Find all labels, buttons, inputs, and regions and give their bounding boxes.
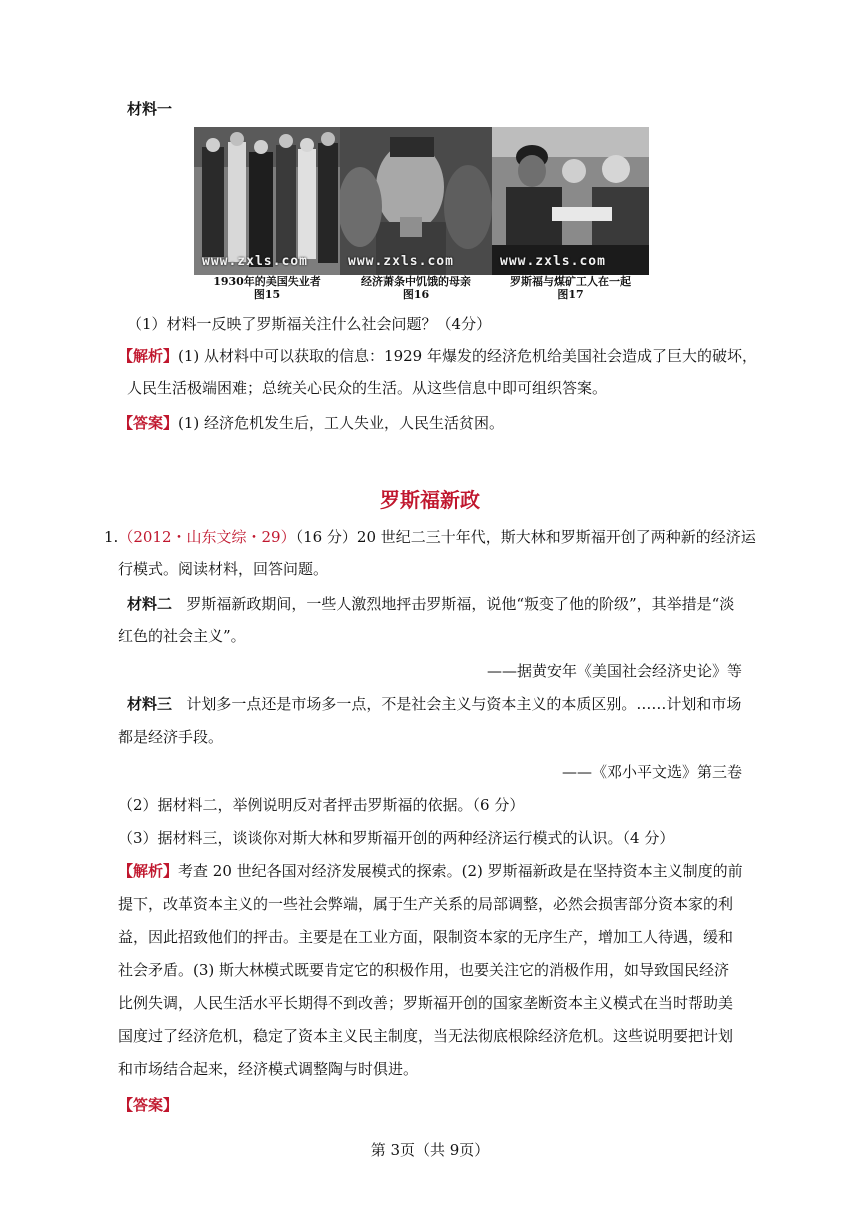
sub-question-3: （3）据材料三，谈谈你对斯大林和罗斯福开创的两种经济运行模式的认识。（4 分）: [118, 829, 675, 847]
analysis-tag-2: 【解析】: [118, 862, 179, 880]
analysis-2-line-5: 比例失调，人民生活水平长期得不到改善；罗斯福开创的国家垄断资本主义模式在当时帮助美: [118, 994, 734, 1012]
photo-unemployed-image: [194, 127, 340, 275]
material-one-label: 材料一: [127, 100, 173, 118]
caption-text-15: 1930年的美国失业者: [213, 275, 321, 288]
fig-number-15: 图15: [253, 288, 281, 301]
analysis-2-line-7: 和市场结合起来，经济模式调整陶与时俱进。: [118, 1060, 419, 1078]
photo-roosevelt-miners: [492, 127, 649, 275]
material-three-label: 材料三: [127, 695, 173, 713]
material-three-line-2: 都是经济手段。: [118, 728, 224, 746]
analysis-line-2: 人民生活极端困难；总统关心民众的生活。从这些信息中即可组织答案。: [127, 379, 608, 397]
analysis-2-line-1: 考查 20 世纪各国对经济发展模式的探索。(2) 罗斯福新政是在坚持资本主义制度的前: [178, 862, 743, 880]
fig-number-17: 图17: [557, 288, 584, 301]
material-two-citation: ——据黄安年《美国社会经济史论》等: [486, 662, 742, 680]
analysis-tag: 【解析】: [118, 347, 179, 365]
material-two: [127, 594, 734, 614]
caption-text-17: 罗斯福与煤矿工人在一起: [510, 275, 631, 288]
analysis-2-line-6: 国度过了经济危机，稳定了资本主义民主制度，当无法彻底根除经济危机。这些说明要把计划: [118, 1027, 734, 1045]
question-1-text: （1）材料一反映了罗斯福关注什么社会问题？（4分）: [127, 315, 492, 333]
caption-figure-15: [194, 275, 340, 301]
analysis-block: [118, 861, 743, 881]
photo-roosevelt-image: [492, 127, 649, 275]
material-two-line-2: 红色的社会主义”。: [118, 627, 246, 645]
question-1-header: [104, 527, 756, 547]
analysis-2-line-3: 益，因此招致他们的抨击。主要是在工业方面，限制资本家的无序生产，增加工人待遇，缓和: [118, 928, 734, 946]
watermark-figure-16: www.zxls.com: [348, 254, 454, 269]
caption-figure-17: [492, 275, 649, 301]
answer-text: (1) 经济危机发生后，工人失业，人民生活贫困。: [178, 414, 505, 432]
fig-number-16: 图16: [402, 288, 430, 301]
photo-mother-image: [340, 127, 492, 275]
analysis-line-1: (1) 从材料中可以获取的信息：1929 年爆发的经济危机给美国社会造成了巨大的破坏，: [178, 347, 757, 365]
caption-figure-16: [340, 275, 492, 301]
question-source: （2012・山东文综・29）: [118, 528, 296, 546]
analysis-2-line-4: 社会矛盾。(3) 斯大林模式既要肯定它的积极作用，也要关注它的消极作用，如导致国民经济: [118, 961, 730, 979]
analysis-block-top: [118, 346, 757, 366]
page-footer: 第 3页（共 9页）: [370, 1141, 490, 1159]
caption-text-16: 经济萧条中饥饿的母亲: [361, 275, 471, 288]
question-number: 1.: [104, 528, 119, 546]
section-title: 罗斯福新政: [380, 488, 480, 512]
analysis-2-line-2: 提下，改革资本主义的一些社会弊端，属于生产关系的局部调整，必然会损害部分资本家的利: [118, 895, 734, 913]
material-two-line-1: 罗斯福新政期间，一些人激烈地抨击罗斯福，说他“叛变了他的阶级”，其举措是“淡: [186, 595, 735, 613]
material-two-label: 材料二: [127, 595, 173, 613]
answer-block-top: [118, 413, 504, 433]
watermark-figure-15: www.zxls.com: [202, 254, 308, 269]
answer-tag: 【答案】: [118, 414, 179, 432]
material-three-citation: ——《邓小平文选》第三卷: [561, 763, 742, 781]
material-three-line-1: 计划多一点还是市场多一点，不是社会主义与资本主义的本质区别。……计划和市场: [186, 695, 742, 713]
material-three: [127, 694, 741, 714]
photo-unemployed-1930: [194, 127, 340, 275]
sub-question-2: （2）据材料二，举例说明反对者抨击罗斯福的依据。（6 分）: [118, 796, 525, 814]
question-line-2: 行模式。阅读材料，回答问题。: [118, 560, 329, 578]
watermark-figure-17: www.zxls.com: [500, 254, 606, 269]
photo-hungry-mother: [340, 127, 492, 275]
answer-tag-2: 【答案】: [118, 1096, 179, 1114]
question-line-1: （16 分）20 世纪二三十年代，斯大林和罗斯福开创了两种新的经济运: [295, 528, 756, 546]
